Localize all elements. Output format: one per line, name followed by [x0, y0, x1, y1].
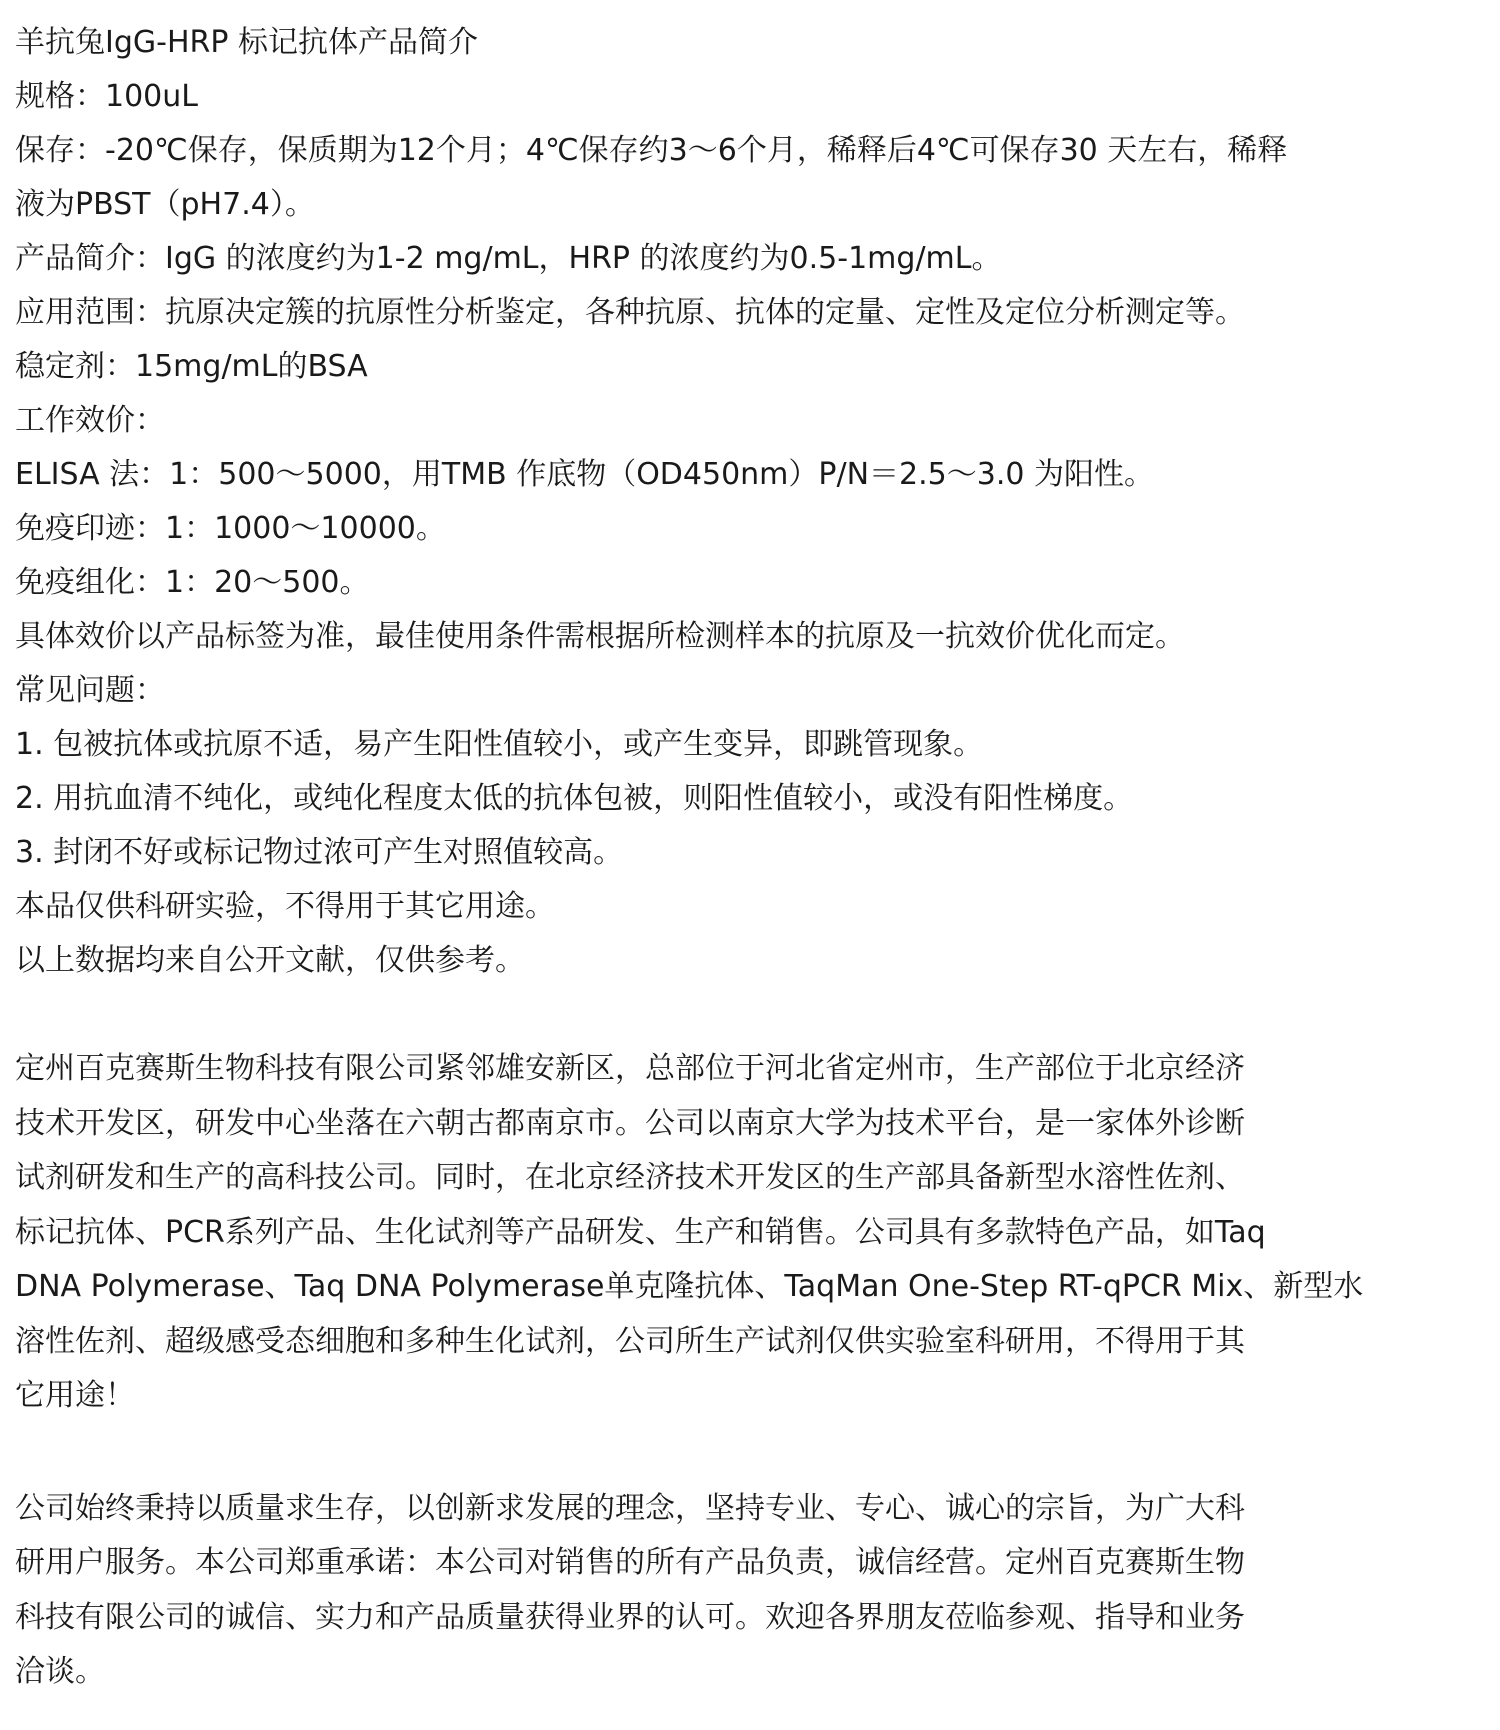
paragraph-line: DNA Polymerase、Taq DNA Polymerase单克隆抗体、TaqMan One-Step RT-qPCR Mix、新型水	[15, 1269, 1364, 1304]
paragraph-line: 洽谈。	[15, 1654, 105, 1689]
paragraph-spacer	[15, 988, 1485, 1042]
faq-item: 2. 用抗血清不纯化，或纯化程度太低的抗体包被，则阳性值较小，或没有阳性梯度。	[15, 781, 1134, 816]
product-document	[15, 16, 1485, 1700]
faq-heading: 常见问题：	[15, 673, 165, 708]
paragraph-line: 科技有限公司的诚信、实力和产品质量获得业界的认可。欢迎各界朋友莅临参观、指导和业务	[15, 1599, 1245, 1635]
paragraph-line: 公司始终秉持以质量求生存，以创新求发展的理念，坚持专业、专心、诚心的宗旨，为广大科	[15, 1490, 1245, 1526]
spec-line: 规格：100uL	[15, 79, 198, 114]
paragraph-spacer	[15, 1424, 1485, 1482]
disclaimer-line: 以上数据均来自公开文献，仅供参考。	[15, 943, 525, 978]
spec-line: 工作效价：	[15, 403, 165, 438]
spec-line: 保存：-20℃保存，保质期为12个月；4℃保存约3～6个月，稀释后4℃可保存30 天左右，稀释	[15, 133, 1288, 168]
doc-title: 羊抗兔IgG-HRP 标记抗体产品简介	[15, 25, 478, 60]
spec-line: 免疫印迹：1：1000～10000。	[15, 511, 446, 546]
spec-line: 免疫组化：1：20～500。	[15, 565, 370, 600]
faq-item: 1. 包被抗体或抗原不适，易产生阳性值较小，或产生变异，即跳管现象。	[15, 727, 984, 762]
paragraph-line: 试剂研发和生产的高科技公司。同时，在北京经济技术开发区的生产部具备新型水溶性佐剂、	[15, 1160, 1245, 1195]
paragraph-line: 研用户服务。本公司郑重承诺：本公司对销售的所有产品负责，诚信经营。定州百克赛斯生物	[15, 1545, 1245, 1580]
spec-section	[15, 16, 1485, 988]
company-intro-paragraph	[15, 1042, 1485, 1424]
paragraph-line: 技术开发区，研发中心坐落在六朝古都南京市。公司以南京大学为技术平台，是一家体外诊断	[15, 1105, 1245, 1141]
disclaimer-line: 本品仅供科研实验，不得用于其它用途。	[15, 889, 555, 924]
paragraph-line: 标记抗体、PCR系列产品、生化试剂等产品研发、生产和销售。公司具有多款特色产品，如Taq	[15, 1214, 1266, 1250]
faq-item: 3. 封闭不好或标记物过浓可产生对照值较高。	[15, 835, 624, 870]
spec-line: ELISA 法：1：500～5000，用TMB 作底物（OD450nm）P/N＝2.5～3.0 为阳性。	[15, 457, 1155, 492]
spec-line: 应用范围：抗原决定簇的抗原性分析鉴定，各种抗原、抗体的定量、定性及定位分析测定等。	[15, 295, 1245, 330]
paragraph-line: 它用途！	[15, 1378, 135, 1413]
spec-line: 液为PBST（pH7.4）。	[15, 187, 315, 222]
spec-line: 产品简介：IgG 的浓度约为1-2 mg/mL，HRP 的浓度约为0.5-1mg/mL。	[15, 241, 1002, 276]
paragraph-line: 定州百克赛斯生物科技有限公司紧邻雄安新区，总部位于河北省定州市，生产部位于北京经济	[15, 1051, 1245, 1086]
spec-line: 具体效价以产品标签为准，最佳使用条件需根据所检测样本的抗原及一抗效价优化而定。	[15, 619, 1185, 654]
paragraph-line: 溶性佐剂、超级感受态细胞和多种生化试剂，公司所生产试剂仅供实验室科研用，不得用于其	[15, 1323, 1245, 1359]
spec-line: 稳定剂：15mg/mL的BSA	[15, 349, 368, 384]
company-commitment-paragraph	[15, 1482, 1485, 1700]
